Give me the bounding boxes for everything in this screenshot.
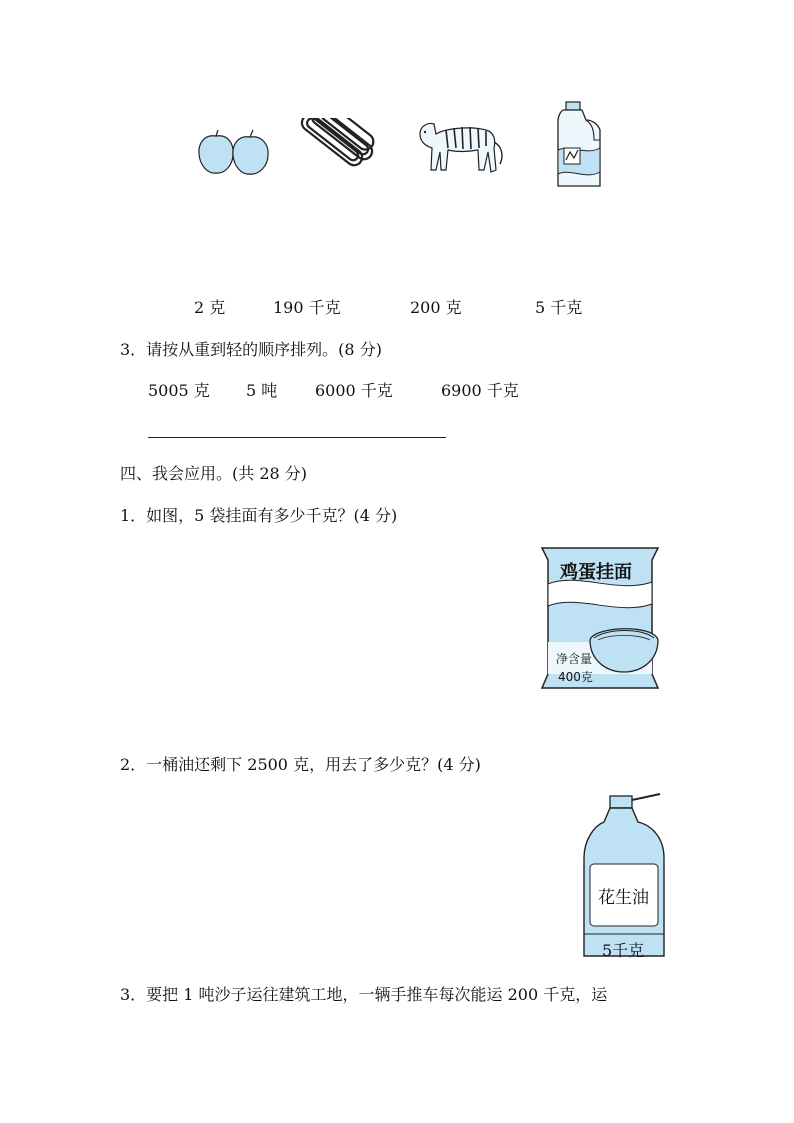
oil-weight: 5千克 [602,941,645,960]
noodle-bag-illustration [538,542,662,692]
sort-item: 6000 千克 [315,381,393,400]
sort-item: 5005 克 [148,381,210,400]
paperclips-weight-label: 190 千克 [273,298,341,317]
apples-weight-label: 2 克 [194,298,226,317]
oil-label: 花生油 [598,888,649,908]
question-2: 2．一桶油还剩下 2500 克，用去了多少克？(4 分) [120,755,481,774]
question-1: 1．如图，5 袋挂面有多少千克？(4 分) [120,506,398,525]
sort-item: 6900 千克 [441,381,519,400]
oil-jug-illustration [580,788,670,964]
tiger-illustration [416,112,506,182]
net-content-value: 400克 [558,670,593,684]
question-3: 3．要把 1 吨沙子运往建筑工地，一辆手推车每次能运 200 千克，运 [120,985,608,1004]
water-jug-weight-label: 5 千克 [535,298,583,317]
water-jug-illustration [552,100,606,192]
answer-line[interactable] [148,437,446,438]
paperclips-illustration [290,118,382,184]
noodle-brand: 鸡蛋挂面 [560,562,632,583]
apples-illustration [196,128,272,176]
q3-sort-prompt: 3．请按从重到轻的顺序排列。(8 分) [120,340,382,359]
section-4-heading: 四、我会应用。(共 28 分) [120,464,308,483]
sort-item: 5 吨 [246,381,278,400]
tiger-weight-label: 200 克 [410,298,462,317]
net-content-label: 净含量 [556,652,593,666]
